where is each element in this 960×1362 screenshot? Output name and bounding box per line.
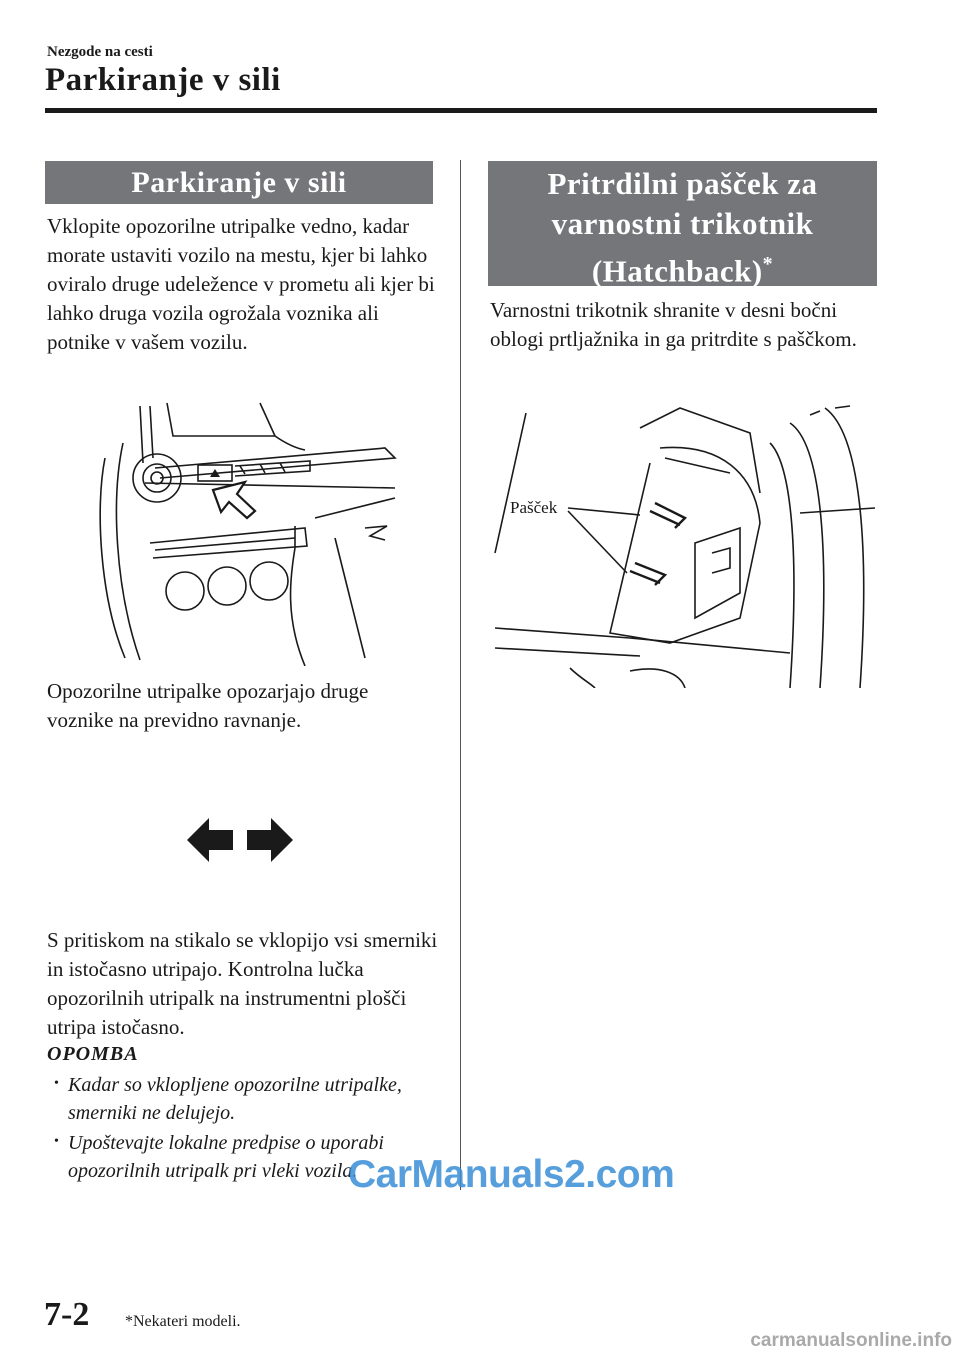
heading-footnote-marker: * [762,253,774,275]
switch-paragraph: S pritiskom na stikalo se vklopijo vsi smerniki in istočasno utripajo. Kontrolna lučka opozorilnih utripalk na instrumentni plošči utripa istočasno. [47,928,438,1039]
heading-line: Pritrdilni pašček za [547,166,818,201]
note-item: • Upoštevajte lokalne predpise o uporabi opozorilnih utripalk pri vleki vozila. [58,1129,443,1185]
section-heading-triangle-strap [488,161,877,289]
footnote: *Nekateri modeli. [125,1313,241,1330]
note-item: • Kadar so vklopljene opozorilne utripalke, smerniki ne delujejo. [58,1071,443,1127]
strap-label: Pašček [510,498,558,517]
heading-line: varnostni trikotnik [551,206,814,241]
watermark-bottom: carmanualsonline.info [750,1330,952,1351]
heading-line [488,244,877,291]
strap-paragraph: Varnostni trikotnik shranite v desni bočni oblogi prtljažnika in ga pritrdite s paščkom. [490,298,857,351]
heading-model: (Hatchback) [591,253,763,289]
hazard-switch-illustration [95,398,425,666]
page-number: 7-2 [44,1296,90,1333]
note-title: OPOMBA [47,1043,139,1065]
warning-paragraph: Opozorilne utripalke opozarjajo druge voznike na previdno ravnanje. [47,679,369,732]
page-title: Parkiranje v sili [45,62,281,98]
title-rule [45,108,877,113]
intro-paragraph: Vklopite opozorilne utripalke vedno, kadar morate ustaviti vozilo na mestu, kjer bi lahko oviralo druge udeležence v prometu ali kjer bi lahko druga vozila ogrožala voznika ali potnike v vašem vozilu. [47,214,435,354]
turn-signal-arrows-icon [185,815,295,865]
column-divider [460,160,461,1190]
watermark-center: CarManuals2.com [348,1153,675,1196]
breadcrumb: Nezgode na cesti [47,44,153,60]
trunk-strap-illustration [490,403,875,688]
section-heading-emergency-parking: Parkiranje v sili [45,161,433,204]
